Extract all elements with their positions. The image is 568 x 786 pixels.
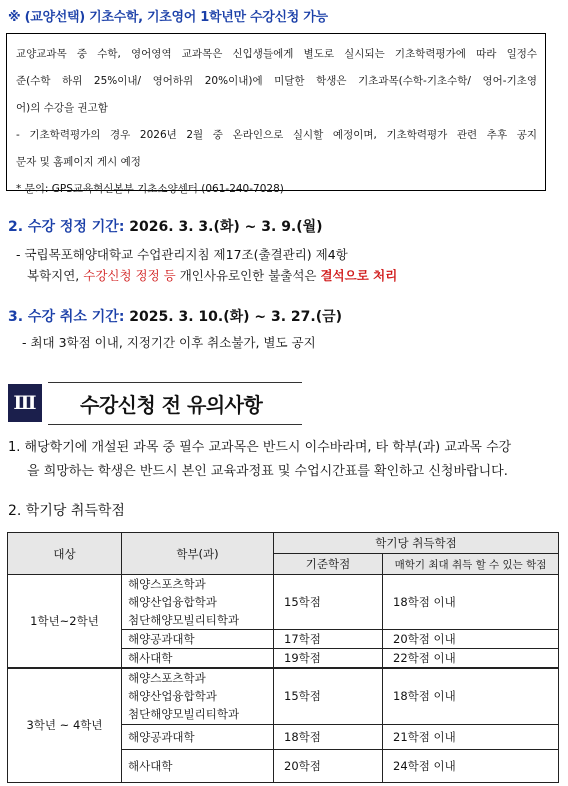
base-credit: 17학점 (274, 630, 383, 649)
dept-name: 해사대학 (128, 651, 173, 665)
highlight-red-bold: 결석으로 처리 (320, 268, 398, 283)
text-span: 복학지연, (27, 268, 84, 283)
chapter-title: 수강신청 전 유의사항 (80, 393, 263, 417)
dept-name: 해양산업융합학과 (128, 595, 217, 609)
section-3-label: 3. 수강 취소 기간: (8, 309, 125, 325)
item-1-line-1: 1. 해당학기에 개설된 과목 중 필수 교과목은 반드시 이수바라며, 타 학부(과) 교과목 수강 (8, 440, 512, 455)
divider (48, 424, 302, 425)
dept-name: 첨단해양모빌리티학과 (128, 613, 240, 627)
notice-line: 문자 및 홈페이지 게시 예정 (16, 156, 141, 168)
max-credit: 20학점 이내 (383, 630, 559, 649)
divider (48, 382, 302, 383)
dept-name: 해양스포츠학과 (128, 577, 206, 591)
max-credit: 21학점 이내 (383, 724, 559, 749)
header-max: 매학기 최대 취득 할 수 있는 학점 (383, 554, 559, 575)
notice-line: * 문의: GPS교육혁신본부 기초소양센터 (061-240-7028) (16, 183, 284, 195)
max-credit: 24학점 이내 (383, 749, 559, 782)
base-credit: 18학점 (274, 724, 383, 749)
dept-name: 해양산업융합학과 (128, 689, 217, 704)
group-target: 1학년~2학년 (8, 575, 122, 669)
notice-line: - 기초학력평가의 경우 2026년 2월 중 온라인으로 실시할 예정이며, 기초학력평가 관련 추후 공지 (16, 129, 537, 141)
base-credit: 19학점 (274, 649, 383, 669)
item-1-line-2: 을 희망하는 학생은 반드시 본인 교육과정표 및 수업시간표를 확인하고 신청바랍니다. (27, 464, 508, 479)
chapter-roman-badge: Ⅲ (8, 384, 42, 422)
dept-name: 해양스포츠학과 (128, 671, 206, 686)
notice-line: 교양교과목 중 수학, 영어영역 교과목은 신입생들에게 별도로 실시되는 기초학력평가에 따라 일정수 (16, 48, 537, 60)
dept-cell (122, 575, 274, 630)
max-credit: 22학점 이내 (383, 649, 559, 669)
text-span: 개인사유로인한 불출석은 (175, 268, 321, 283)
dept-cell (122, 649, 274, 669)
header-base: 기준학점 (274, 554, 383, 575)
dept-name: 해양공과대학 (128, 729, 195, 744)
max-credit: 18학점 이내 (383, 668, 559, 724)
table-row (8, 575, 559, 630)
dept-cell (122, 668, 274, 724)
notice-line: 어)의 수강을 권고함 (16, 102, 108, 114)
dept-cell (122, 724, 274, 749)
item-2-title: 2. 학기당 취득학점 (8, 503, 125, 519)
section-3-date: 2025. 3. 10.(화) ~ 3. 27.(금) (124, 309, 343, 325)
section-3-line-1: - 최대 3학점 이내, 지정기간 이후 취소불가, 별도 공지 (22, 335, 316, 350)
section-2-heading (8, 216, 323, 236)
credits-table (7, 532, 559, 783)
notice-title: ※ (교양선택) 기초수학, 기초영어 1학년만 수강신청 가능 (8, 10, 328, 25)
header-dept: 학부(과) (122, 533, 274, 575)
dept-name: 해사대학 (128, 758, 173, 773)
notice-line: 준(수학 하위 25%이내/ 영어하위 20%이내)에 미달한 학생은 기초과목(수학-기초수학/ 영어-기초영 (16, 75, 537, 87)
base-credit: 15학점 (274, 668, 383, 724)
dept-name: 첨단해양모빌리티학과 (128, 707, 240, 722)
dept-cell (122, 630, 274, 649)
dept-name: 해양공과대학 (128, 632, 195, 646)
group-target: 3학년 ~ 4학년 (8, 668, 122, 782)
dept-cell (122, 749, 274, 782)
header-target: 대상 (8, 533, 122, 575)
section-3-heading (8, 306, 342, 326)
base-credit: 15학점 (274, 575, 383, 630)
table-row (8, 668, 559, 724)
highlight-red: 수강신청 정정 등 (83, 268, 176, 283)
notice-box (6, 33, 546, 195)
section-2-line-1: - 국립목포해양대학교 수업관리지침 제17조(출결관리) 제4항 (16, 247, 348, 262)
max-credit: 18학점 이내 (383, 575, 559, 630)
base-credit: 20학점 (274, 749, 383, 782)
header-credits: 학기당 취득학점 (274, 533, 559, 554)
section-2-label: 2. 수강 정정 기간: (8, 219, 125, 235)
section-2-line-2 (27, 266, 397, 284)
section-2-date: 2026. 3. 3.(화) ~ 3. 9.(월) (124, 219, 323, 235)
